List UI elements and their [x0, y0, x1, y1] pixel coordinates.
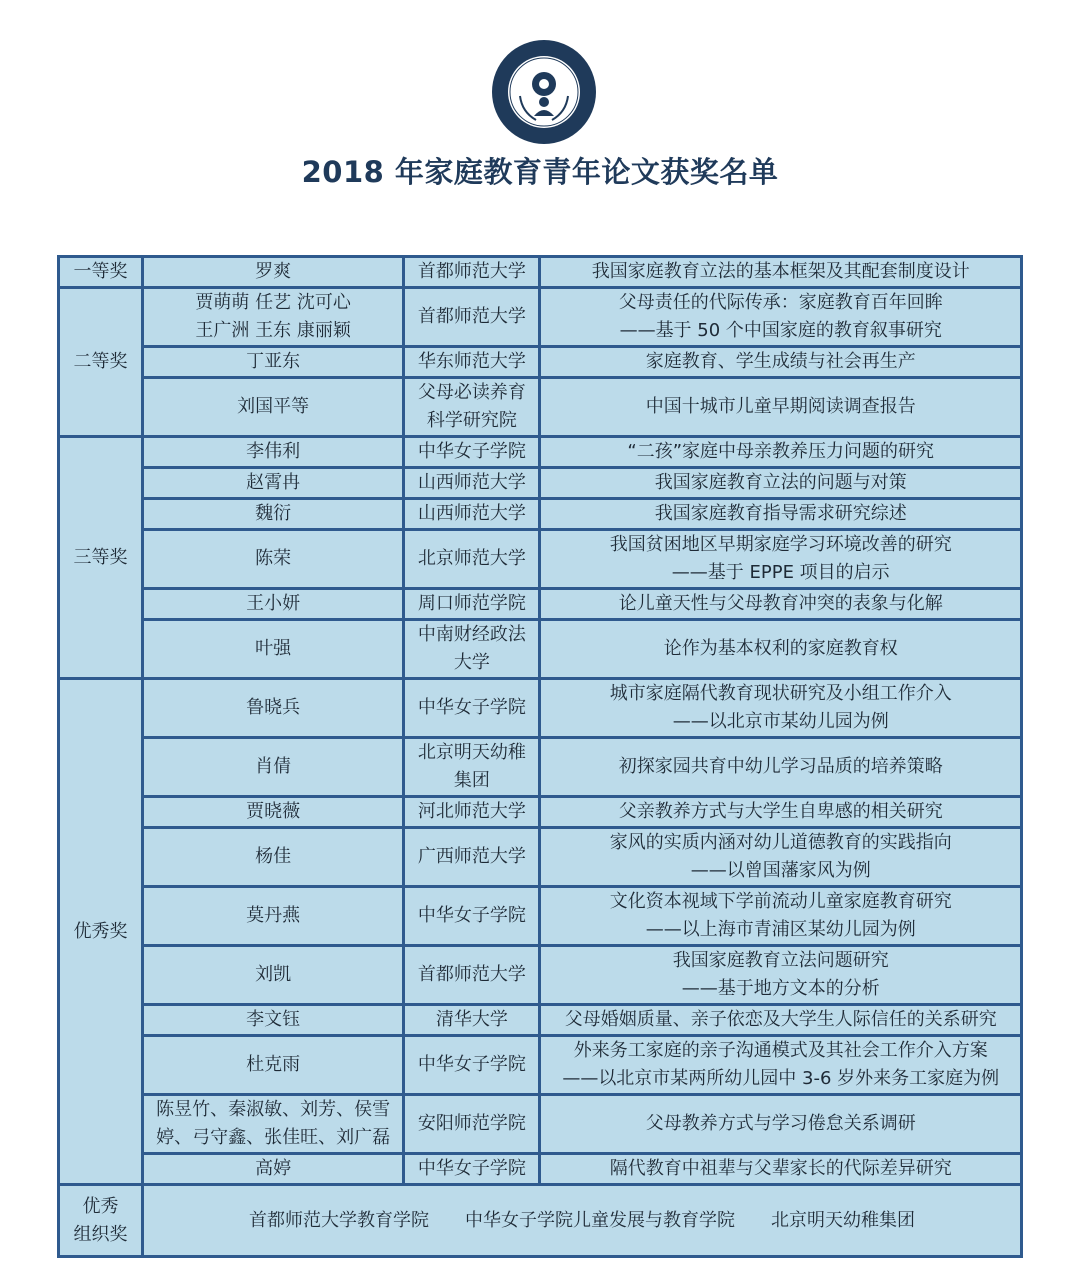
table-row: [59, 1036, 1022, 1095]
paper-title: [540, 738, 1022, 797]
institution: [404, 946, 540, 1005]
institution-line: 中华女子学院: [417, 441, 526, 462]
institution-line: 北京明天幼稚: [417, 742, 526, 763]
institution: [404, 1154, 540, 1185]
organizations: [143, 1185, 1022, 1257]
author-names: [143, 437, 404, 468]
paper-title-line: 父母婚姻质量、亲子依恋及大学生人际信任的关系研究: [564, 1009, 997, 1030]
author-names: [143, 946, 404, 1005]
paper-title: [540, 946, 1022, 1005]
award-level-line: 优秀奖: [73, 920, 128, 942]
paper-title: [540, 378, 1022, 437]
paper-title-line: 我国家庭教育立法的问题与对策: [654, 472, 907, 493]
institution: [404, 1036, 540, 1095]
paper-title-line: ——基于 EPPE 项目的启示: [671, 562, 890, 583]
author-names-line: 丁亚东: [246, 351, 301, 372]
institution-line: 山西师范大学: [417, 503, 526, 524]
author-names: [143, 679, 404, 738]
paper-title-line: ——以曾国藩家风为例: [690, 860, 871, 881]
award-table: [57, 255, 1023, 1258]
table-row: [59, 257, 1022, 288]
institution: [404, 1005, 540, 1036]
paper-title-line: ——以上海市青浦区某幼儿园为例: [645, 919, 916, 940]
author-names: [143, 499, 404, 530]
author-names-line: 杜克雨: [246, 1054, 301, 1075]
paper-title-line: ——以北京市某幼儿园为例: [672, 711, 889, 732]
paper-title: [540, 828, 1022, 887]
institution-line: 华东师范大学: [417, 351, 526, 372]
paper-title: [540, 257, 1022, 288]
institution-line: 中华女子学院: [417, 1158, 526, 1179]
award-level-line: 一等奖: [73, 261, 128, 282]
table-row: [59, 1005, 1022, 1036]
institution: [404, 437, 540, 468]
institution: [404, 378, 540, 437]
author-names-line: 贾晓薇: [246, 801, 301, 822]
author-names-line: 李伟利: [246, 441, 301, 462]
author-names: [143, 468, 404, 499]
institution: [404, 288, 540, 347]
author-names-line: 鲁晓兵: [246, 697, 301, 718]
author-names: [143, 620, 404, 679]
author-names-line: 刘凯: [255, 964, 292, 985]
institution-line: 中华女子学院: [417, 697, 526, 718]
institution-line: 周口师范学院: [417, 593, 526, 614]
author-names: [143, 257, 404, 288]
table-row: [59, 347, 1022, 378]
paper-title-line: 文化资本视域下学前流动儿童家庭教育研究: [609, 891, 952, 912]
paper-title: [540, 1005, 1022, 1036]
award-level: [59, 288, 143, 437]
author-names: [143, 589, 404, 620]
author-names-line: 婷、弓守鑫、张佳旺、刘广磊: [156, 1127, 391, 1148]
institution-line: 河北师范大学: [417, 801, 526, 822]
paper-title-line: ——基于 50 个中国家庭的教育叙事研究: [619, 320, 942, 341]
institution: [404, 887, 540, 946]
institution: [404, 499, 540, 530]
author-names-line: 罗爽: [255, 261, 292, 282]
institution-line: 集团: [453, 770, 490, 791]
paper-title-line: 外来务工家庭的亲子沟通模式及其社会工作介入方案: [573, 1040, 988, 1061]
paper-title: [540, 679, 1022, 738]
paper-title: [540, 530, 1022, 589]
institution: [404, 679, 540, 738]
award-level-line: 三等奖: [73, 546, 128, 568]
paper-title-line: 城市家庭隔代教育现状研究及小组工作介入: [609, 683, 952, 704]
organization-name: 中华女子学院儿童发展与教育学院: [465, 1209, 735, 1231]
paper-title: [540, 589, 1022, 620]
page-title: 2018 年家庭教育青年论文获奖名单: [301, 155, 779, 189]
table-row: [59, 887, 1022, 946]
award-level: [59, 257, 143, 288]
paper-title: [540, 1036, 1022, 1095]
author-names: [143, 1036, 404, 1095]
paper-title-line: 父母教养方式与学习倦怠关系调研: [645, 1113, 916, 1134]
paper-title-line: 家风的实质内涵对幼儿道德教育的实践指向: [609, 832, 952, 853]
paper-title: [540, 437, 1022, 468]
paper-title-line: 我国贫困地区早期家庭学习环境改善的研究: [609, 534, 952, 555]
institution: [404, 589, 540, 620]
society-logo: [490, 38, 598, 146]
table-row: [59, 468, 1022, 499]
institution: [404, 1095, 540, 1154]
institution: [404, 257, 540, 288]
institution-line: 中南财经政法: [417, 624, 526, 645]
institution-line: 中华女子学院: [417, 1054, 526, 1075]
paper-title-line: 父母责任的代际传承：家庭教育百年回眸: [618, 292, 943, 313]
paper-title-line: “二孩”家庭中母亲教养压力问题的研究: [627, 441, 935, 462]
table-row: [59, 828, 1022, 887]
paper-title: [540, 887, 1022, 946]
award-level: [59, 1185, 143, 1257]
institution-line: 中华女子学院: [417, 905, 526, 926]
author-names: [143, 530, 404, 589]
institution-line: 首都师范大学: [417, 306, 526, 327]
paper-title-line: 家庭教育、学生成绩与社会再生产: [645, 351, 916, 372]
table-row: [59, 437, 1022, 468]
paper-title: [540, 499, 1022, 530]
table-row: [59, 620, 1022, 679]
paper-title-line: 论儿童天性与父母教育冲突的表象与化解: [618, 593, 943, 614]
author-names: [143, 347, 404, 378]
paper-title-line: 我国家庭教育立法问题研究: [672, 950, 889, 971]
paper-title-line: 论作为基本权利的家庭教育权: [663, 638, 898, 659]
table-row: [59, 288, 1022, 347]
institution: [404, 738, 540, 797]
institution: [404, 797, 540, 828]
paper-title-line: 父亲教养方式与大学生自卑感的相关研究: [618, 801, 943, 822]
paper-title-line: 我国家庭教育指导需求研究综述: [654, 503, 907, 524]
table-row: [59, 589, 1022, 620]
paper-title: [540, 620, 1022, 679]
institution-line: 首都师范大学: [417, 964, 526, 985]
institution: [404, 620, 540, 679]
author-names: [143, 738, 404, 797]
author-names-line: 莫丹燕: [246, 905, 301, 926]
author-names-line: 陈昱竹、秦淑敏、刘芳、侯雪: [156, 1099, 391, 1120]
paper-title: [540, 1095, 1022, 1154]
paper-title-line: 隔代教育中祖辈与父辈家长的代际差异研究: [609, 1158, 952, 1179]
paper-title-line: 我国家庭教育立法的基本框架及其配套制度设计: [591, 261, 970, 282]
institution: [404, 530, 540, 589]
institution-line: 大学: [453, 652, 490, 673]
paper-title-line: 中国十城市儿童早期阅读调查报告: [645, 396, 916, 417]
author-names-line: 魏衍: [255, 503, 292, 524]
institution-line: 父母必读养育: [417, 382, 526, 403]
award-level-line: 优秀: [82, 1195, 119, 1217]
author-names: [143, 1095, 404, 1154]
table-row: [59, 1095, 1022, 1154]
author-names-line: 王广洲 王东 康丽颖: [195, 320, 351, 341]
institution: [404, 347, 540, 378]
paper-title: [540, 468, 1022, 499]
org-award-row: [59, 1185, 1022, 1257]
award-level-line: 组织奖: [73, 1223, 128, 1245]
institution-line: 清华大学: [435, 1009, 508, 1030]
institution-line: 北京师范大学: [417, 548, 526, 569]
organization-name: 北京明天幼稚集团: [771, 1209, 915, 1231]
author-names-line: 刘国平等: [237, 396, 310, 417]
author-names-line: 杨佳: [255, 846, 292, 867]
paper-title-line: 初探家园共育中幼儿学习品质的培养策略: [618, 756, 943, 777]
author-names: [143, 1005, 404, 1036]
award-level: [59, 679, 143, 1185]
table-row: [59, 1154, 1022, 1185]
author-names-line: 贾萌萌 任艺 沈可心: [195, 292, 351, 313]
author-names: [143, 887, 404, 946]
author-names-line: 叶强: [255, 638, 292, 659]
award-level-line: 二等奖: [73, 351, 128, 372]
author-names: [143, 797, 404, 828]
table-row: [59, 679, 1022, 738]
table-row: [59, 499, 1022, 530]
paper-title: [540, 797, 1022, 828]
author-names-line: 李文钰: [246, 1009, 301, 1030]
institution-line: 科学研究院: [426, 410, 517, 431]
author-names: [143, 288, 404, 347]
paper-title: [540, 288, 1022, 347]
author-names: [143, 828, 404, 887]
institution-line: 山西师范大学: [417, 472, 526, 493]
paper-title: [540, 1154, 1022, 1185]
table-row: [59, 797, 1022, 828]
table-row: [59, 738, 1022, 797]
paper-title-line: ——基于地方文本的分析: [681, 978, 880, 999]
author-names-line: 高婷: [255, 1158, 292, 1179]
author-names-line: 王小妍: [246, 593, 301, 614]
table-row: [59, 378, 1022, 437]
paper-title-line: ——以北京市某两所幼儿园中 3-6 岁外来务工家庭为例: [562, 1068, 1000, 1089]
institution-line: 安阳师范学院: [417, 1113, 526, 1134]
author-names-line: 肖倩: [255, 756, 292, 777]
paper-title: [540, 347, 1022, 378]
organization-name: 首都师范大学教育学院: [249, 1209, 429, 1231]
table-row: [59, 946, 1022, 1005]
award-level: [59, 437, 143, 679]
table-row: [59, 530, 1022, 589]
author-names-line: 陈荣: [255, 548, 292, 569]
institution-line: 广西师范大学: [417, 846, 526, 867]
author-names: [143, 378, 404, 437]
author-names-line: 赵霄冉: [246, 472, 301, 493]
institution-line: 首都师范大学: [417, 261, 526, 282]
institution: [404, 468, 540, 499]
author-names: [143, 1154, 404, 1185]
institution: [404, 828, 540, 887]
